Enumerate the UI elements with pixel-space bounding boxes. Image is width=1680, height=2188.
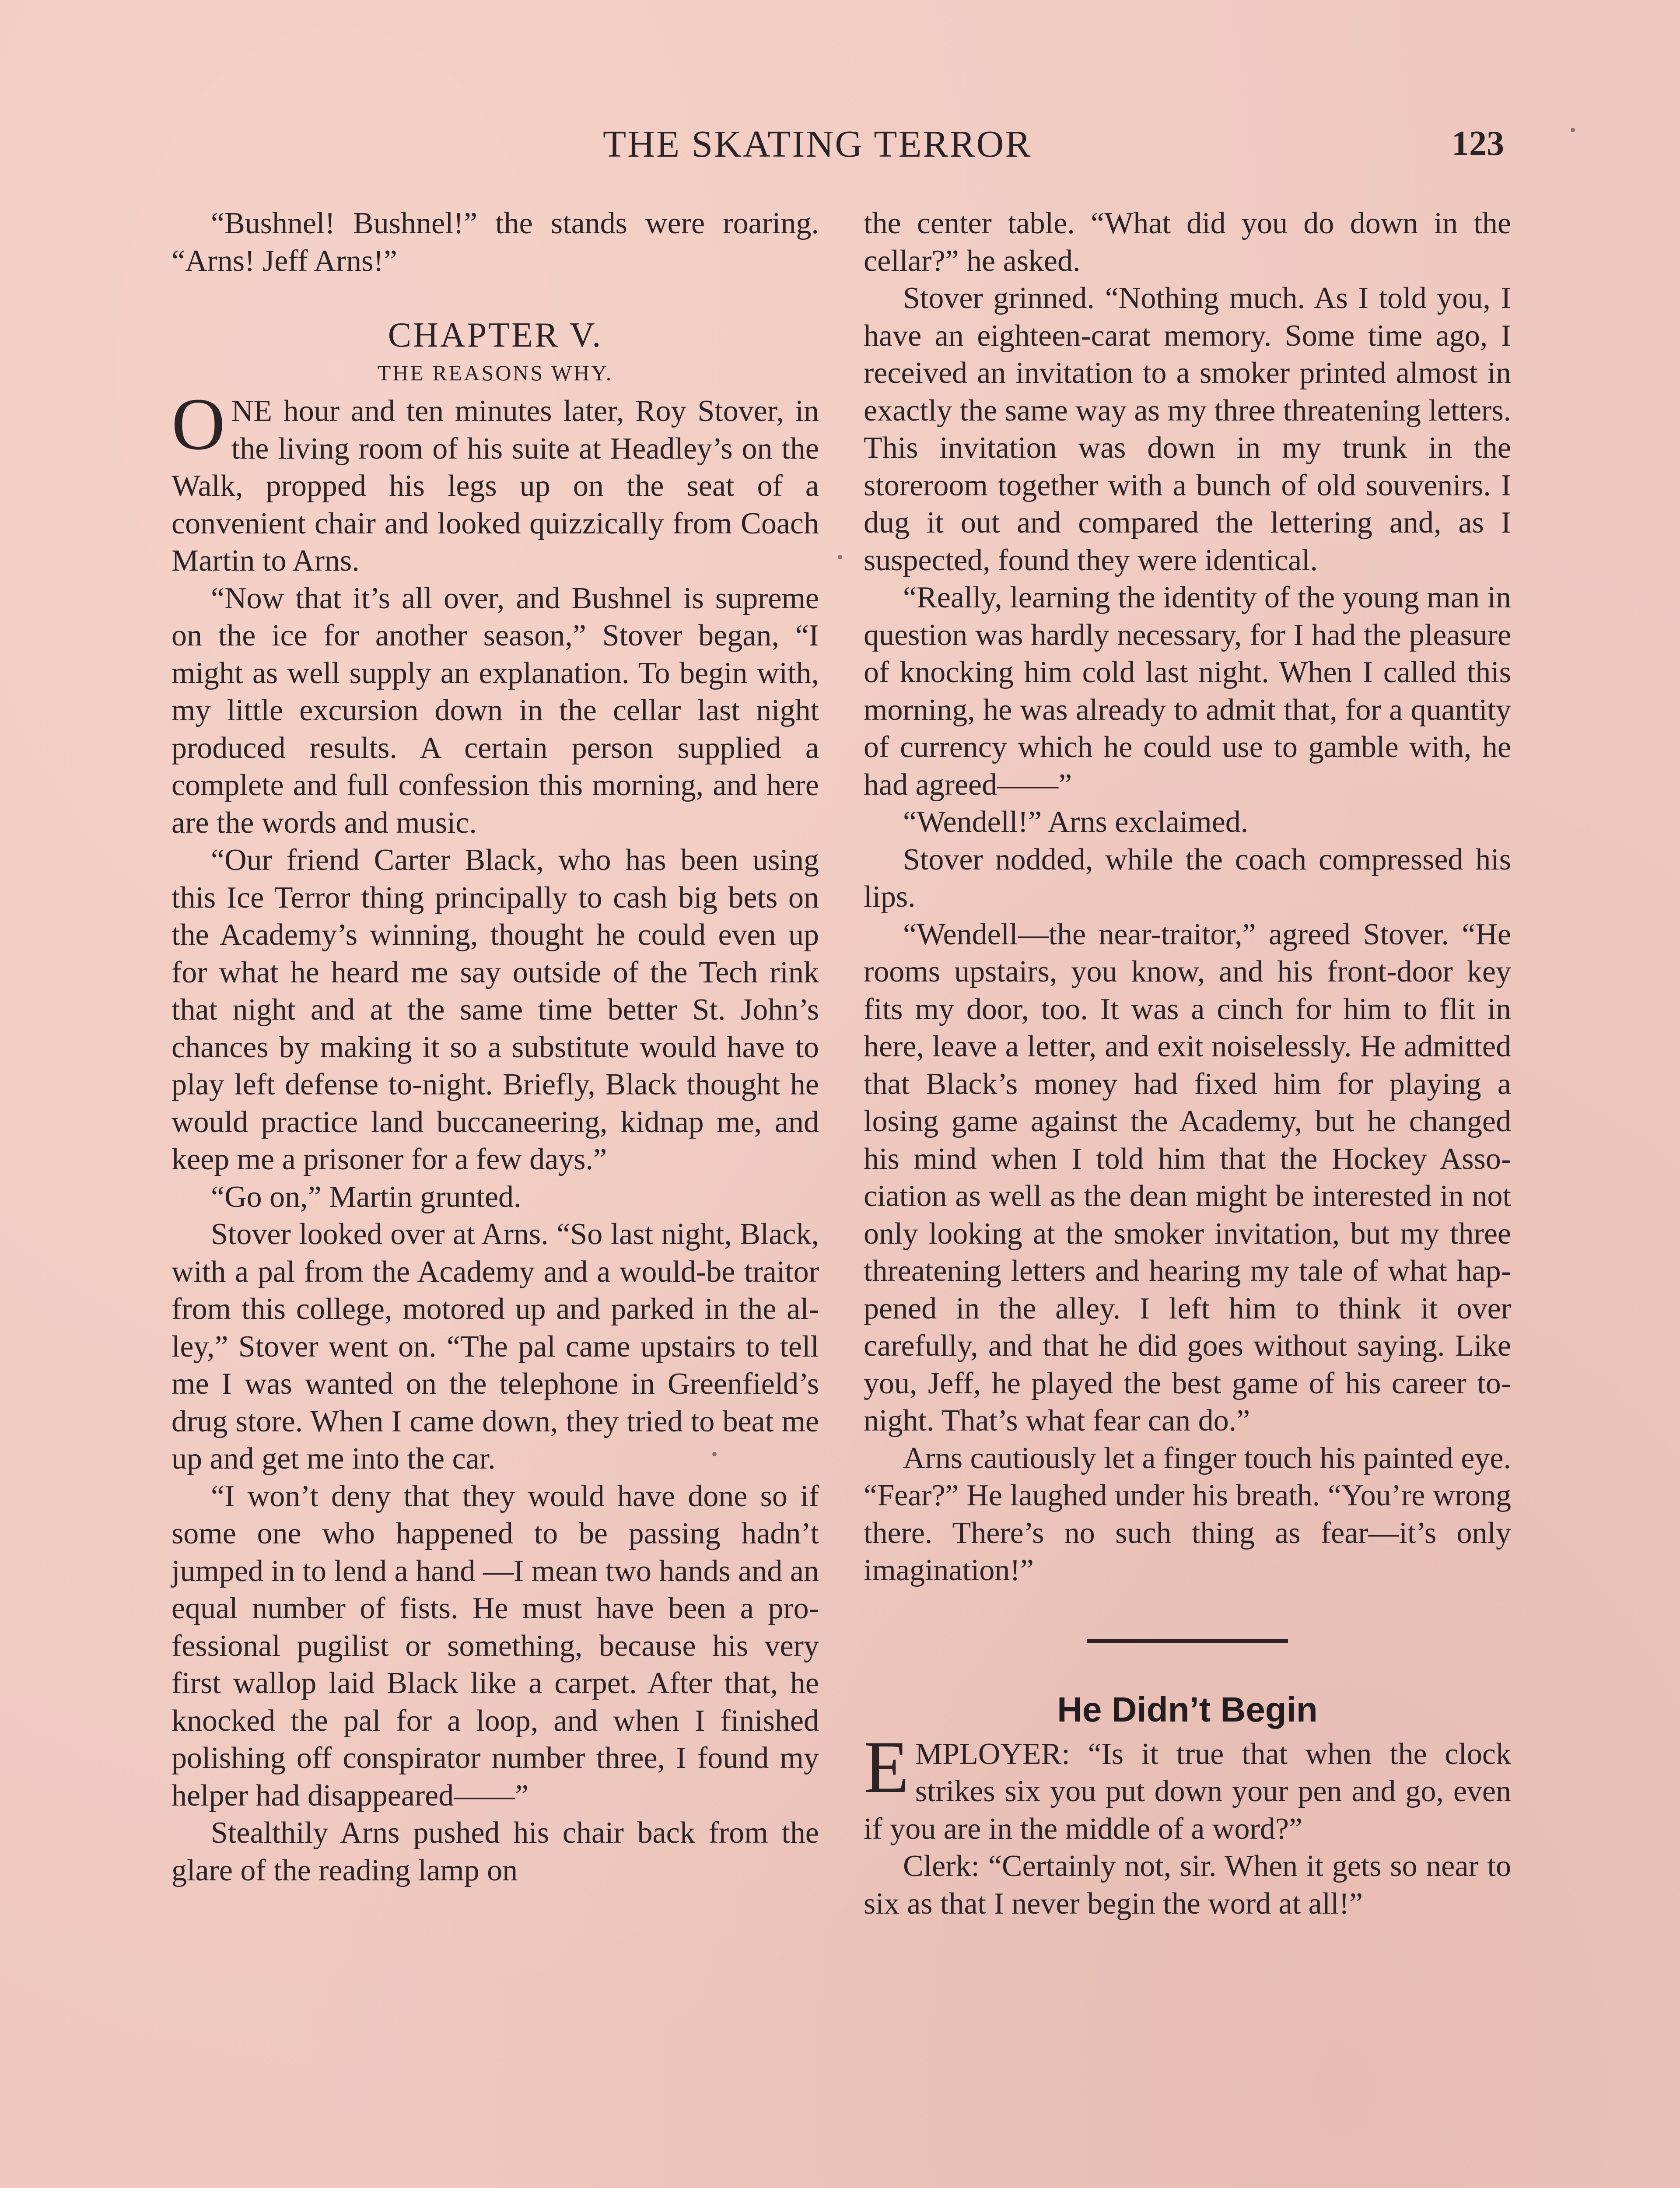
filler-title: He Didn’t Begin bbox=[1057, 1690, 1318, 1729]
paragraph: Clerk: “Certainly not, sir. When it gets so near to six as that I never begin the word at all!” bbox=[864, 1849, 1511, 1921]
paragraph: “Go on,” Martin grunted. bbox=[211, 1180, 522, 1214]
paragraph: Stover nodded, while the coach compressed his lips. bbox=[864, 842, 1511, 914]
running-title: THE SKATING TERROR bbox=[603, 123, 1032, 165]
print-speck bbox=[712, 1452, 717, 1456]
left-column bbox=[172, 205, 819, 1889]
paragraph: “Now that it’s all over, and Bushnel is supreme on the ice for another season,” Stover began, “I might as well supply an explanation. To begin with, my little excursion down in the cellar last night produced results. A certain person supplied a complete and full confession this morning, and here are the words and music. bbox=[172, 581, 819, 840]
print-speck bbox=[838, 555, 842, 559]
paragraph: Stover looked over at Arns. “So last night, Black, with a pal from the Academy and a would-be traitor from this college, motored up and parked in the alley,” Stover went on. “The pal came upstairs to tell me I was wanted on the telephone in Greenfield’s drug store. When I came down, they tried to beat me up and get me into the car. bbox=[172, 1217, 819, 1476]
paragraph: Stover grinned. “Nothing much. As I told you, I have an eighteen-carat memory. Some time ago, I received an invitation to a smoker printed almost in exactly the same way as my three threatening letters. This invitation was down in my trunk in the storeroom together with a bunch of old souvenirs. I dug it out and compared the lettering and, as I suspected, found they were identical. bbox=[864, 281, 1511, 577]
paragraph: Arns cautiously let a finger touch his painted eye. “Fear?” He laughed under his breath. “You’re wrong there. There’s no such thing as fear—it’s only imagination!” bbox=[864, 1441, 1511, 1587]
paragraph: “Wendell—the near-traitor,” agreed Stover. “He rooms upstairs, you know, and his front-door key fits my door, too. It was a cinch for him to flit in here, leave a letter, and exit noiselessly. He admitted that Black’s money had fixed him for playing a losing game against the Academy, but he changed his mind when I told him that the Hockey Association as well as the dean might be interested in not only looking at the smoker invitation, but my three threatening letters and hearing my tale of what happened in the alley. I left him to think it over carefully, and that he did goes without saying. Like you, Jeff, he played the best game of his career to-night. That’s what fear can do.” bbox=[864, 917, 1511, 1438]
dropcap-paragraph bbox=[864, 1725, 1511, 1848]
paragraph: Stealthily Arns pushed his chair back from the glare of the reading lamp on bbox=[172, 1816, 819, 1887]
chapter-title: CHAPTER V. bbox=[388, 316, 603, 354]
page-number: 123 bbox=[1452, 124, 1504, 163]
paragraph: “I won’t deny that they would have done so if some one who happened to be passing hadn’t jumped in to lend a hand —I mean two hands and an equal number of fists. He must have been a professional pugilist or something, because his very first wallop laid Black like a carpet. After that, he knocked the pal for a loop, and when I finished polishing off conspirator number three, I found my helper had disappeared——” bbox=[172, 1479, 819, 1813]
paragraph: “Really, learning the identity of the young man in question was hardly necessary, for I had the pleasure of knocking him cold last night. When I called this morning, he was already to admit that, for a quantity of currency which he could use to gamble with, he had agreed——” bbox=[864, 581, 1511, 802]
paragraph-continued: the center table. “What did you do down in the cellar?” he asked. bbox=[864, 207, 1511, 278]
paragraph: “Our friend Carter Black, who has been using this Ice Terror thing principally to cash big bets on the Academy’s winning, thought he could even up for what he heard me say outside of the Tech rink that night and at the same time better St. John’s chances by making it so a substitute would have to play left defense to-night. Briefly, Black thought he would practice land buccaneering, kidnap me, and keep me a prisoner for a few days.” bbox=[172, 843, 819, 1176]
drop-cap: O bbox=[172, 383, 225, 465]
dropcap-paragraph bbox=[172, 383, 819, 580]
section-divider bbox=[1087, 1639, 1288, 1643]
print-speck bbox=[1571, 128, 1575, 132]
paragraph: “Wendell!” Arns exclaimed. bbox=[903, 805, 1249, 839]
drop-cap: E bbox=[864, 1725, 909, 1808]
right-column bbox=[864, 205, 1511, 1922]
paragraph: “Bushnel! Bushnel!” the stands were roaring. “Arns! Jeff Arns!” bbox=[172, 207, 819, 278]
chapter-subtitle: THE REASONS WHY. bbox=[377, 361, 613, 385]
paragraph-text: NE hour and ten minutes later, Roy Stover, in the living room of his suite at Headley’s on the Walk, propped his legs up on the seat of a convenient chair and looked quizzically from Coach Martin to Arns. bbox=[172, 394, 819, 578]
paragraph-text: MPLOYER: “Is it true that when the clock strikes six you put down your pen and go, even if you are in the middle of a word?” bbox=[864, 1737, 1511, 1846]
